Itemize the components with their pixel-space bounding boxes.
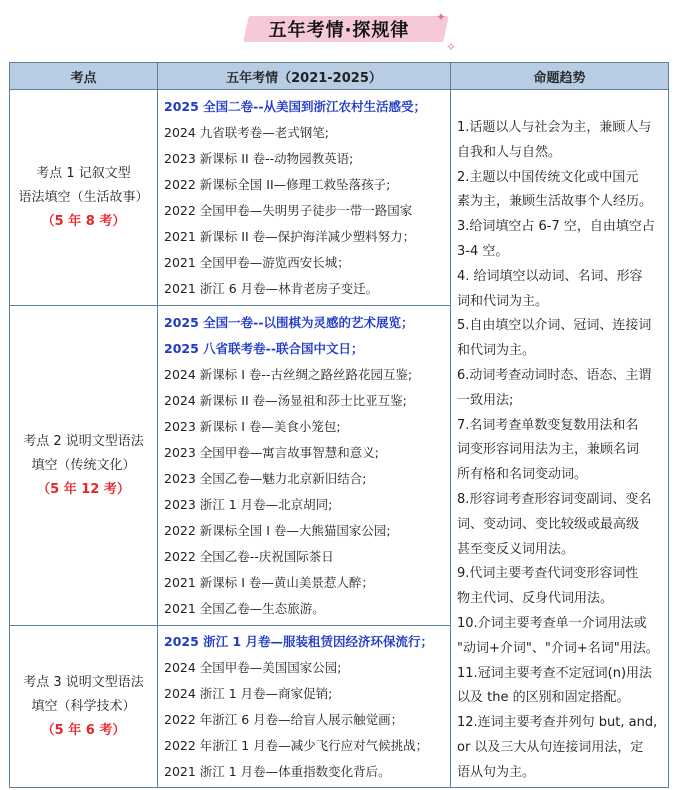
exam-item: 2023 浙江 1 月卷—北京胡同; xyxy=(164,496,333,512)
exam-item: 2025 浙江 1 月卷—服装租赁因经济环保流行； xyxy=(164,633,434,649)
trend-line: 1.话题以人与社会为主，兼顾人与 xyxy=(457,120,652,135)
exam-item: 2021 新课标 I 卷—黄山美景惹人醉； xyxy=(164,574,374,590)
exam-item: 2021 浙江 6 月卷—林肯老房子变迁。 xyxy=(164,280,379,296)
point-line: 填空（科学技术） xyxy=(31,698,136,714)
point-cell xyxy=(10,90,158,306)
exam-item: 2022 全国甲卷—失明男子徒步一带一路国家 xyxy=(164,202,413,218)
exam-item: 2022 年浙江 6 月卷—给盲人展示触觉画； xyxy=(164,711,404,727)
trend-line: 9.代词主要考查代词变形容词性 xyxy=(457,566,639,582)
trend-line: 10.介词主要考查单一介词用法或 xyxy=(457,615,647,631)
exam-item: 2022 新课标全国 II—修理工救坠落孩子; xyxy=(164,176,391,192)
trend-line: 2.主题以中国传统文化或中国元 xyxy=(457,169,639,185)
trend-line: "动词+介词"、"介词+名词"用法。 xyxy=(457,640,659,656)
trend-line: 6.动词考查动词时态、语态、主谓 xyxy=(457,367,652,383)
exam-item: 2022 年浙江 1 月卷—减少飞行应对气候挑战； xyxy=(164,737,429,753)
exam-list-cell xyxy=(158,626,451,788)
trend-line: 4. 给词填空以动词、名词、形容 xyxy=(457,268,643,284)
trend-line: or 以及三大从句连接词用法，定 xyxy=(457,739,644,755)
exam-analysis-table xyxy=(9,62,669,788)
exam-list-cell xyxy=(158,90,451,306)
trend-line: 和代词为主。 xyxy=(457,343,536,359)
exam-count: （5 年 8 考） xyxy=(41,213,126,229)
trend-line: 自我和人与自然。 xyxy=(457,144,562,160)
page-title: 五年考情·探规律 xyxy=(268,20,410,41)
exam-item: 2023 新课标 II 卷--动物园教英语; xyxy=(164,150,354,166)
sparkle-icon: ✧ xyxy=(446,40,457,54)
title-banner xyxy=(0,0,678,58)
exam-item: 2025 全国一卷--以围棋为灵感的艺术展览； xyxy=(164,314,414,330)
table-row xyxy=(10,90,669,306)
point-cell xyxy=(10,626,158,788)
point-cell xyxy=(10,306,158,626)
exam-count: （5 年 12 考） xyxy=(37,481,130,497)
point-line: 考点 2 说明文型语法 xyxy=(23,433,144,449)
trend-line: 一致用法; xyxy=(457,392,514,408)
exam-item: 2021 新课标 II 卷—保护海洋减少塑料努力； xyxy=(164,228,416,244)
trend-line: 3-4 空。 xyxy=(457,243,509,259)
trend-line: 8.形容词考查形容词变副词、变名 xyxy=(457,491,652,507)
trend-line: 词和代词为主。 xyxy=(457,293,549,309)
point-line: 语法填空（生活故事） xyxy=(18,189,149,205)
sparkle-icon: ✦ xyxy=(436,10,447,24)
exam-item: 2021 浙江 1 月卷—体重指数变化背后。 xyxy=(164,763,391,779)
exam-item: 2023 新课标 I 卷—美食小笼包; xyxy=(164,418,341,434)
exam-item: 2024 新课标 I 卷--古丝绸之路丝路花园互鉴; xyxy=(164,366,413,382)
exam-item: 2022 新课标全国 I 卷—大熊猫国家公园; xyxy=(164,522,391,538)
exam-item: 2023 全国甲卷—寓言故事智慧和意义; xyxy=(164,444,379,460)
point-line: 填空（传统文化） xyxy=(31,457,136,473)
exam-count: （5 年 6 考） xyxy=(41,722,126,738)
trend-line: 词变形容词用法为主，兼顾名词 xyxy=(457,442,640,458)
trend-line: 以及 the 的区别和固定搭配。 xyxy=(457,690,630,706)
exam-item: 2021 全国甲卷—游览西安长城； xyxy=(164,254,350,270)
trend-line: 所有格和名词变动词。 xyxy=(457,467,588,483)
trend-line: 素为主，兼顾生活故事个人经历。 xyxy=(457,194,653,210)
trend-line: 12.连词主要考查并列句 but, and, xyxy=(457,715,658,731)
exam-item: 2024 全国甲卷—美国国家公园; xyxy=(164,659,342,675)
trend-line: 11.冠词主要考查不定冠词(n)用法 xyxy=(457,665,653,681)
table-header-row xyxy=(10,63,669,90)
header-point: 考点 xyxy=(10,63,158,90)
exam-list-cell xyxy=(158,306,451,626)
exam-item: 2024 浙江 1 月卷—商家促销; xyxy=(164,685,333,701)
trend-line: 甚至变反义词用法。 xyxy=(457,541,575,557)
trend-line: 5.自由填空以介词、冠词、连接词 xyxy=(457,318,652,334)
point-line: 考点 3 说明文型语法 xyxy=(23,674,144,690)
trend-cell xyxy=(451,90,669,788)
header-trend: 命题趋势 xyxy=(451,63,669,90)
exam-item: 2025 全国二卷--从美国到浙江农村生活感受； xyxy=(164,98,427,114)
trend-line: 词、变动词、变比较级或最高级 xyxy=(457,516,640,532)
point-line: 考点 1 记叙文型 xyxy=(36,165,131,181)
exam-item: 2022 全国乙卷--庆祝国际茶日 xyxy=(164,548,334,564)
exam-item: 2024 九省联考卷—老式钢笔; xyxy=(164,124,329,140)
trend-line: 3.给词填空占 6-7 空，自由填空占 xyxy=(457,219,655,235)
exam-item: 2024 新课标 II 卷—汤显祖和莎士比亚互鉴; xyxy=(164,392,407,408)
exam-item: 2021 全国乙卷—生态旅游。 xyxy=(164,600,325,616)
trend-line: 物主代词、反身代词用法。 xyxy=(457,591,614,607)
exam-item: 2023 全国乙卷—魅力北京新旧结合; xyxy=(164,470,367,486)
exam-item: 2025 八省联考卷--联合国中文日； xyxy=(164,340,364,356)
trend-line: 语从句为主。 xyxy=(457,764,536,780)
trend-line: 7.名词考查单数变复数用法和名 xyxy=(457,417,639,433)
header-five-year: 五年考情（2021-2025） xyxy=(158,63,451,90)
